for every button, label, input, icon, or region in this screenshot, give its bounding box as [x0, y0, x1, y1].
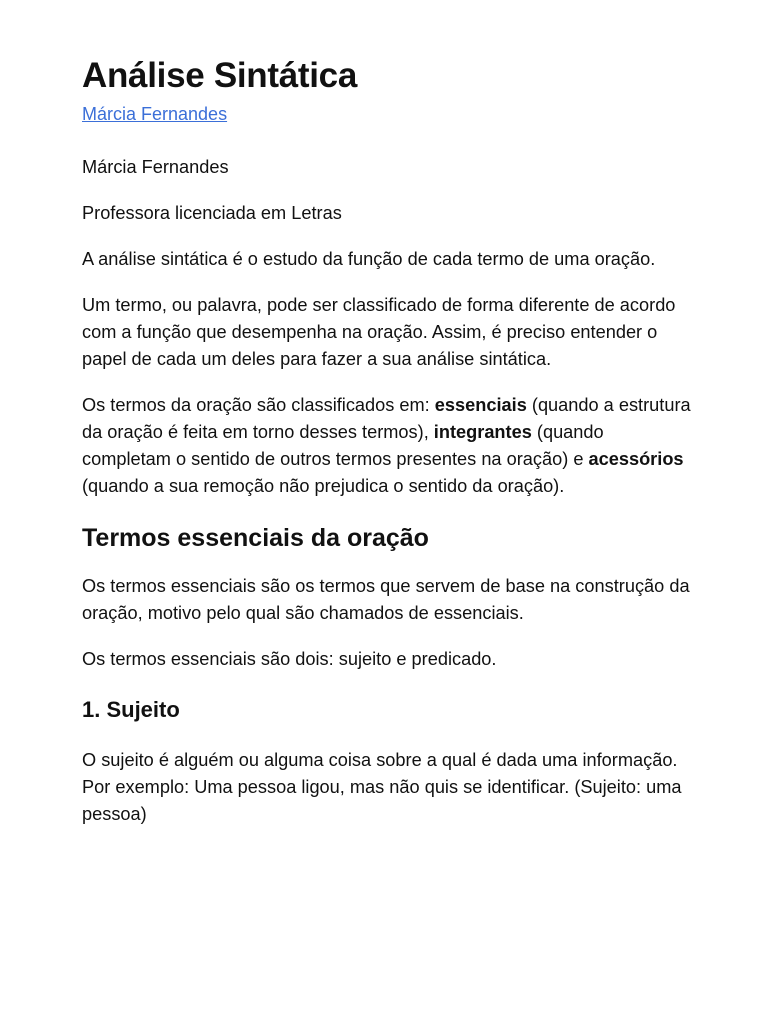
classification-text-3: (quando completam o sentido de outros termos presentes na oração) e — [82, 422, 604, 469]
term-essenciais: essenciais — [434, 395, 527, 415]
essential-terms-paragraph: Os termos essenciais são os termos que servem de base na construção da oração, motivo pelo qual são chamados de essenciais. — [82, 576, 690, 623]
author-name: Márcia Fernandes — [82, 157, 229, 177]
term-acessorios: acessórios — [588, 449, 684, 469]
section-heading-essential-terms: Termos essenciais da oração — [82, 524, 429, 552]
function-paragraph: Um termo, ou palavra, pode ser classificado de forma diferente de acordo com a função que desempenha na oração. Assim, é preciso entender o papel de cada um deles para fazer a sua análise sintática. — [82, 295, 676, 369]
subject-paragraph: O sujeito é alguém ou alguma coisa sobre a qual é dada uma informação. Por exemplo: Uma pessoa ligou, mas não quis se identificar. (Sujeito: uma pessoa) — [82, 750, 682, 824]
author-link[interactable]: Márcia Fernandes — [82, 104, 228, 124]
classification-text-2: (quando a estrutura da oração é feita em torno desses termos), — [82, 395, 691, 442]
page-title: Análise Sintática — [82, 56, 358, 95]
subsection-heading-subject: 1. Sujeito — [82, 697, 180, 722]
intro-paragraph: A análise sintática é o estudo da função de cada termo de uma oração. — [82, 249, 656, 269]
term-integrantes: integrantes — [433, 422, 532, 442]
document-page — [82, 52, 694, 828]
classification-paragraph — [82, 392, 694, 500]
author-role: Professora licenciada em Letras — [82, 203, 342, 223]
classification-text-4: (quando a sua remoção não prejudica o sentido da oração). — [82, 476, 565, 496]
classification-text-1: Os termos da oração são classificados em: — [82, 395, 435, 415]
essential-terms-count-paragraph: Os termos essenciais são dois: sujeito e predicado. — [82, 649, 497, 669]
